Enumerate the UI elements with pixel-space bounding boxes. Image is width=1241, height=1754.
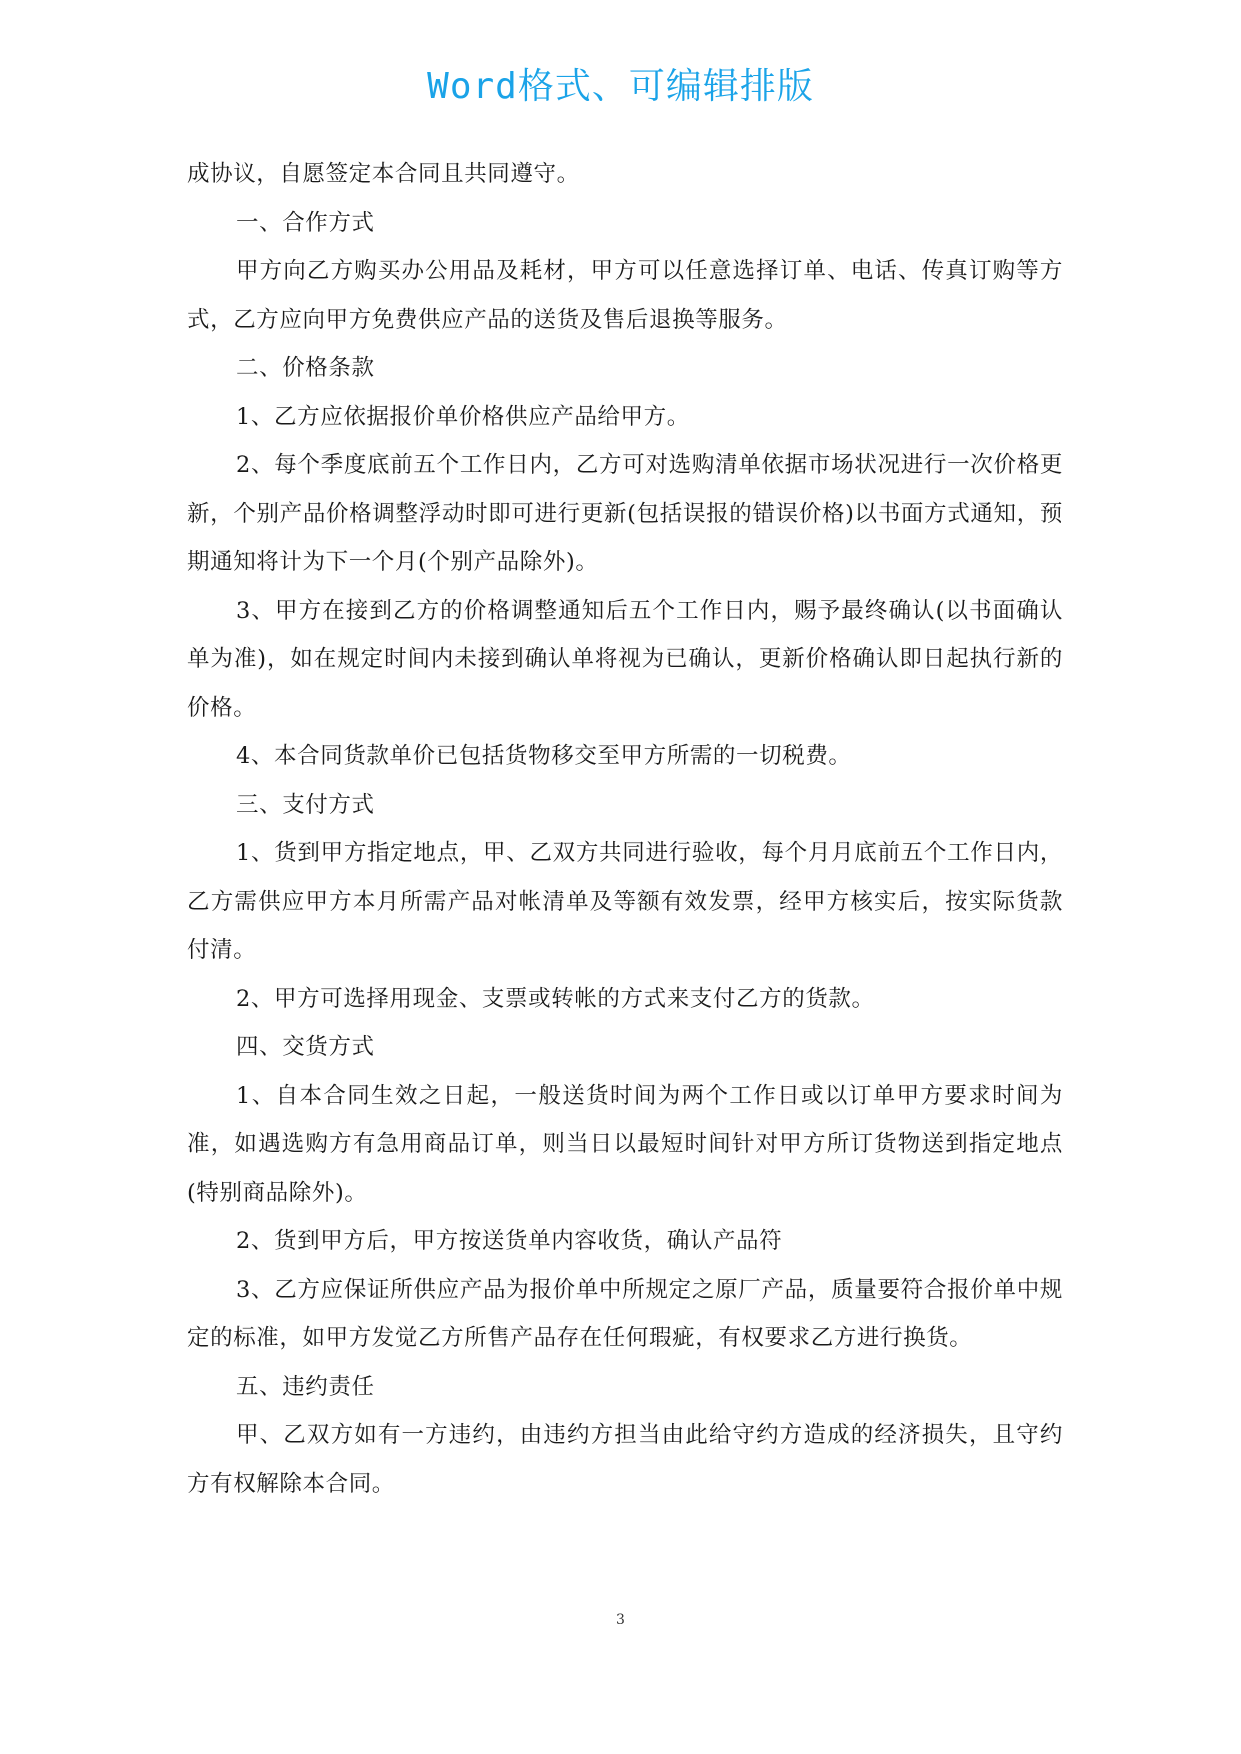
section-heading: 五、违约责任	[236, 1373, 375, 1400]
section-heading: 四、交货方式	[236, 1034, 375, 1060]
paragraph: 甲方向乙方购买办公用品及耗材，甲方可以任意选择订单、电话、传真订购等方式，乙方应向甲方免费供应产品的送货及售后退换等服务。	[187, 258, 1063, 333]
document-body	[187, 150, 1063, 1508]
section-heading: 一、合作方式	[236, 209, 375, 236]
clause: 2、每个季度底前五个工作日内，乙方可对选购清单依据市场状况进行一次价格更新，个别产品价格调整浮动时即可进行更新(包括误报的错误价格)以书面方式通知，预期通知将计为下一个月(个别产品除外)。	[187, 452, 1063, 575]
clause: 3、乙方应保证所供应产品为报价单中所规定之原厂产品，质量要符合报价单中规定的标准，如甲方发觉乙方所售产品存在任何瑕疵，有权要求乙方进行换货。	[187, 1276, 1063, 1351]
paragraph: 甲、乙双方如有一方违约，由违约方担当由此给守约方造成的经济损失，且守约方有权解除本合同。	[187, 1422, 1063, 1497]
clause: 2、货到甲方后，甲方按送货单内容收货，确认产品符	[236, 1228, 783, 1254]
clause: 1、自本合同生效之日起，一般送货时间为两个工作日或以订单甲方要求时间为准，如遇选购方有急用商品订单，则当日以最短时间针对甲方所订货物送到指定地点(特别商品除外)。	[187, 1082, 1063, 1206]
clause: 3、甲方在接到乙方的价格调整通知后五个工作日内，赐予最终确认(以书面确认单为准)，如在规定时间内未接到确认单将视为已确认，更新价格确认即日起执行新的价格。	[187, 597, 1063, 721]
clause: 2、甲方可选择用现金、支票或转帐的方式来支付乙方的货款。	[236, 985, 875, 1012]
clause: 1、货到甲方指定地点，甲、乙双方共同进行验收，每个月月底前五个工作日内，乙方需供应甲方本月所需产品对帐清单及等额有效发票，经甲方核实后，按实际货款付清。	[187, 840, 1063, 963]
paragraph: 成协议，自愿签定本合同且共同遵守。	[187, 161, 580, 187]
page-number: 3	[616, 1612, 625, 1628]
section-heading: 二、价格条款	[236, 355, 375, 381]
document-header-title: Word格式、可编辑排版	[427, 66, 814, 107]
clause: 1、乙方应依据报价单价格供应产品给甲方。	[236, 403, 690, 430]
clause: 4、本合同货款单价已包括货物移交至甲方所需的一切税费。	[236, 743, 852, 769]
section-heading: 三、支付方式	[236, 791, 375, 818]
